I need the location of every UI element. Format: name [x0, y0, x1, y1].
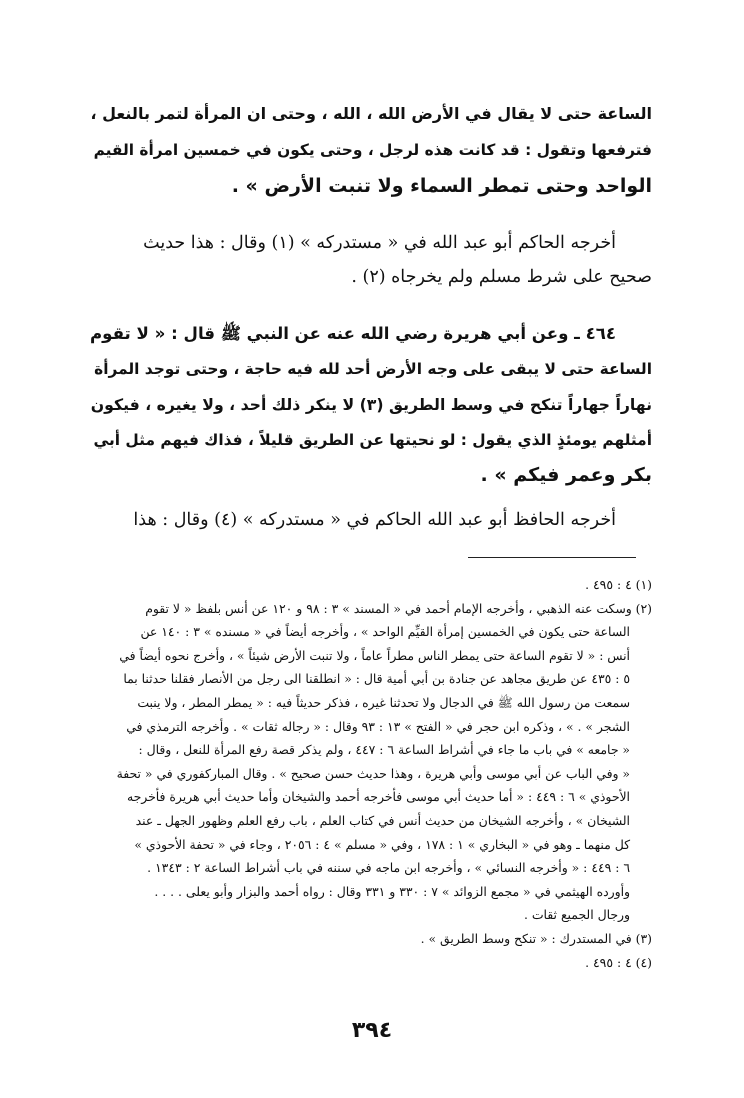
text-line: أخرجه الحاكم أبو عبد الله في « مستدركه » (١) وقال : هذا حديث	[143, 233, 616, 253]
hadith-text-continued	[88, 96, 652, 204]
text-line: الواحد وحتى تمطر السماء ولا تنبت الأرض » .	[231, 175, 652, 197]
footnote-line: ٦ : ٤٤٩ : « وأخرجه النسائي » ، وأخرجه ابن ماجه في سننه في باب أشراط الساعة ٢ : ١٣٤٣ .	[147, 860, 630, 876]
text-line: صحيح على شرط مسلم ولم يخرجاه (٢) .	[351, 267, 652, 287]
footnote-line: (١) ٤ : ٤٩٥ .	[585, 577, 652, 592]
footnote-line: سمعت من رسول الله ﷺ في الدجال ولا تحدثنا غيره ، فذكر حديثاً فيه : « يمطر المطر ، ولا ينبت	[137, 694, 630, 710]
text-line: فترفعها وتقول : قد كانت هذه لرجل ، وحتى يكون في خمسين امرأة القيم	[93, 141, 652, 159]
footnote-separator	[468, 557, 636, 558]
text-line: بكر وعمر فيكم » .	[480, 464, 652, 486]
footnote-line: الأحوذي » ٦ : ٤٤٩ : « أما حديث أبي موسى فأخرجه أحمد والشيخان وأما حديث أبي هريرة فأخرجه	[126, 789, 630, 805]
takhrij-paragraph-2	[88, 503, 652, 537]
text-line: ٤٦٤ ـ وعن أبي هريرة رضي الله عنه عن النبي ﷺ قال : « لا تقوم	[90, 324, 616, 343]
footnote-line: (٤) ٤ : ٤٩٥ .	[585, 954, 652, 970]
footnote-line: (٣) في المستدرك : « تنكح وسط الطريق » .	[420, 930, 652, 946]
footnote-line: الشيخان » ، وأخرجه الشيخان من حديث أنس في كتاب العلم ، باب رفع العلم وظهور الجهل ـ عند	[135, 812, 630, 828]
hadith-464	[88, 316, 652, 494]
footnote-line: « وفي الباب عن أبي موسى وأبي هريرة ، وهذا حديث حسن صحيح » . وقال المباركفوري في « تحفة	[116, 765, 630, 781]
footnote-line: الشجر » . » ، وذكره ابن حجر في « الفتح » ١٣ : ٩٣ وقال : « رجاله ثقات » . وأخرجه الترمذي في	[126, 718, 630, 734]
footnote-line: أنس : « لا تقوم الساعة حتى يمطر الناس مطراً عاماً ، ولا تنبت الأرض شيئاً » ، وأخرج نحوه أيضاً في	[119, 647, 630, 663]
takhrij-paragraph	[88, 226, 652, 294]
footnote-line: ورجال الجميع ثقات .	[523, 907, 630, 923]
footnotes	[88, 573, 652, 974]
text-line: الساعة حتى لا يقال في الأرض الله ، الله ، وحتى ان المرأة لتمر بالنعل ،	[90, 104, 652, 123]
footnote-line: وأورده الهيثمي في « مجمع الزوائد » ٧ : ٣٣٠ و ٣٣١ وقال : رواه أحمد والبزار وأبو يعلى . . . .	[154, 883, 630, 899]
text-line: أخرجه الحافظ أبو عبد الله الحاكم في « مستدركه » (٤) وقال : هذا	[133, 510, 616, 530]
page-number: ٣٩٤	[351, 1018, 393, 1043]
text-line: نهاراً جهاراً تنكح في وسط الطريق (٣) لا ينكر ذلك أحد ، ولا يغيره ، فيكون	[90, 395, 652, 414]
text-line: أمثلهم يومئذٍ الذي يقول : لو نحيتها عن الطريق قليلاً ، فذاك فيهم مثل أبي	[93, 430, 652, 449]
footnote-line: كل منهما ـ وهو في « البخاري » ١ : ١٧٨ ، وفي « مسلم » ٤ : ٢٠٥٦ ، وجاء في « تحفة الأحوذي »	[134, 836, 630, 852]
footnote-line: ٥ : ٤٣٥ عن طريق مجاهد عن جنادة بن أبي أمية قال : « انطلقنا الى رجل من الأنصار فقلنا حدثنا بما	[123, 671, 630, 687]
footnote-line: « جامعه » في باب ما جاء في أشراط الساعة ٦ : ٤٤٧ ، ولم يذكر قصة رفع المرأة للنعل ، وقال :	[138, 742, 630, 758]
footnote-line: (٢) وسكت عنه الذهبي ، وأخرجه الإمام أحمد في « المسند » ٣ : ٩٨ و ١٢٠ عن أنس بلفظ « لا تقوم	[145, 600, 652, 616]
text-line: الساعة حتى لا يبقى على وجه الأرض أحد لله فيه حاجة ، وحتى توجد المرأة	[94, 359, 652, 378]
footnote-line: الساعة حتى يكون في الخمسين إمرأة القيِّم الواحد » ، وأخرجه أيضاً في « مسنده » ٣ : ١٤٠ عن	[140, 624, 630, 640]
